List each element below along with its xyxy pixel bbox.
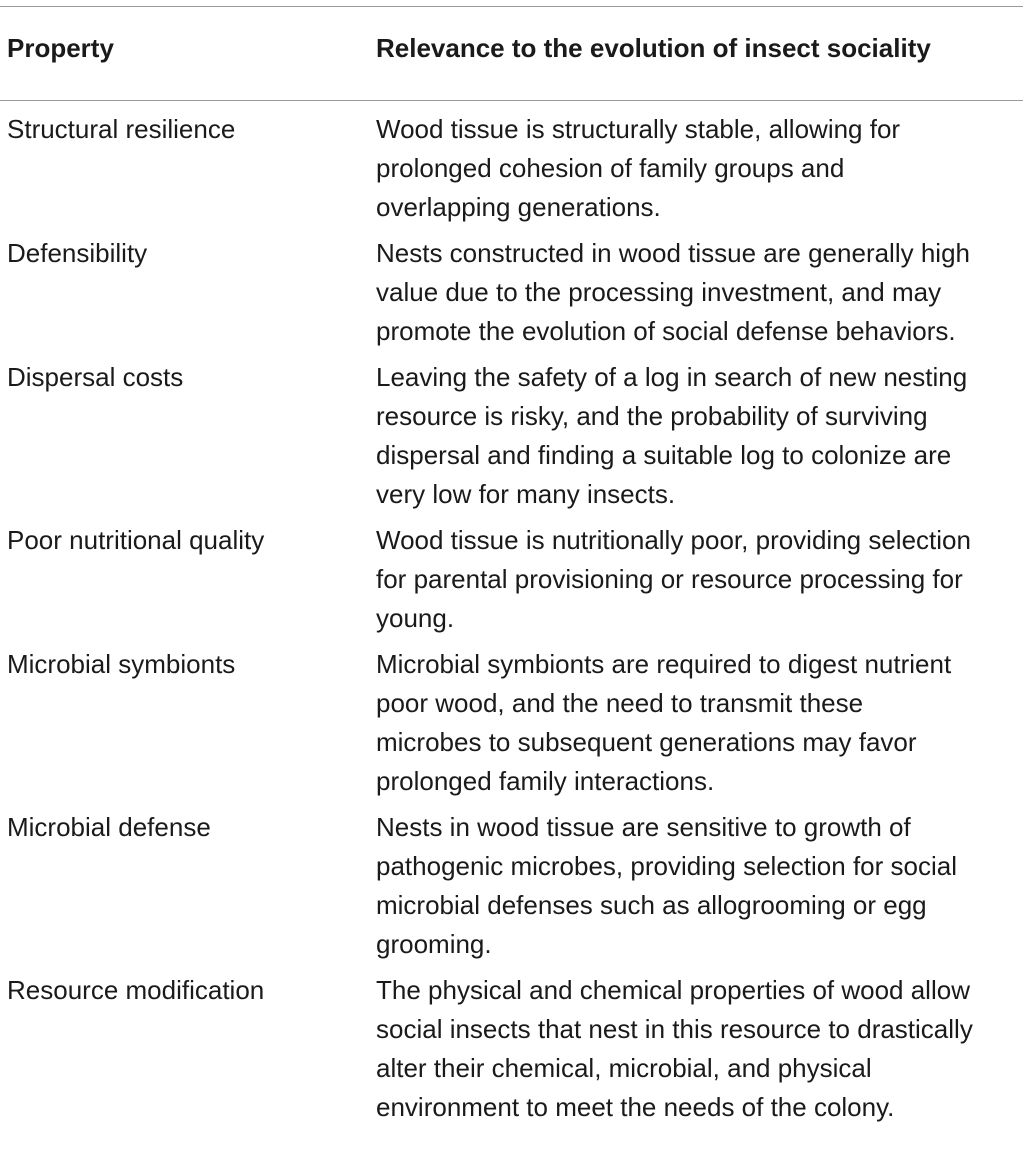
relevance-cell [376,234,1026,351]
table-row [0,234,1023,351]
header-rule [0,100,1023,101]
property-cell: Microbial symbionts [7,649,236,679]
header-relevance: Relevance to the evolution of insect sociality [376,33,931,63]
relevance-line: Wood tissue is structurally stable, allowing for [376,114,901,144]
property-cell: Poor nutritional quality [7,525,265,555]
relevance-line: overlapping generations. [376,192,661,222]
relevance-line: for parental provisioning or resource processing for [376,564,963,594]
relevance-cell [376,110,1026,227]
relevance-line: alter their chemical, microbial, and physical [376,1053,872,1083]
relevance-line: microbial defenses such as allogrooming or egg [376,890,927,920]
property-cell: Resource modification [7,975,265,1005]
relevance-cell [376,521,1026,638]
table-row [0,645,1023,801]
relevance-line: microbes to subsequent generations may favor [376,727,917,757]
property-cell: Structural resilience [7,114,236,144]
header-property: Property [7,33,114,63]
relevance-line: grooming. [376,929,492,959]
table-top-rule [0,6,1023,7]
table-body [0,110,1023,1127]
relevance-line: pathogenic microbes, providing selection for social [376,851,957,881]
table-row [0,110,1023,227]
relevance-line: social insects that nest in this resource to drastically [376,1014,973,1044]
relevance-line: dispersal and finding a suitable log to colonize are [376,440,952,470]
property-cell: Dispersal costs [7,362,184,392]
relevance-line: Microbial symbionts are required to digest nutrient [376,649,952,679]
table-row [0,521,1023,638]
relevance-line: promote the evolution of social defense behaviors. [376,316,956,346]
table-row [0,358,1023,514]
relevance-line: Nests in wood tissue are sensitive to growth of [376,812,911,842]
relevance-cell [376,358,1026,514]
relevance-line: The physical and chemical properties of wood allow [376,975,970,1005]
relevance-cell [376,645,1026,801]
table-row [0,808,1023,964]
relevance-line: resource is risky, and the probability of surviving [376,401,928,431]
relevance-cell [376,971,1026,1127]
relevance-line: poor wood, and the need to transmit these [376,688,864,718]
property-cell: Defensibility [7,238,148,268]
relevance-line: environment to meet the needs of the colony. [376,1092,895,1122]
relevance-line: prolonged cohesion of family groups and [376,153,845,183]
relevance-line: Nests constructed in wood tissue are generally high [376,238,970,268]
relevance-line: young. [376,603,455,633]
relevance-cell [376,808,1026,964]
relevance-line: Leaving the safety of a log in search of new nesting [376,362,968,392]
relevance-line: value due to the processing investment, and may [376,277,942,307]
relevance-line: Wood tissue is nutritionally poor, providing selection [376,525,971,555]
relevance-line: prolonged family interactions. [376,766,715,796]
relevance-line: very low for many insects. [376,479,676,509]
table-row [0,971,1023,1127]
property-cell: Microbial defense [7,812,211,842]
table-header [0,28,1023,68]
